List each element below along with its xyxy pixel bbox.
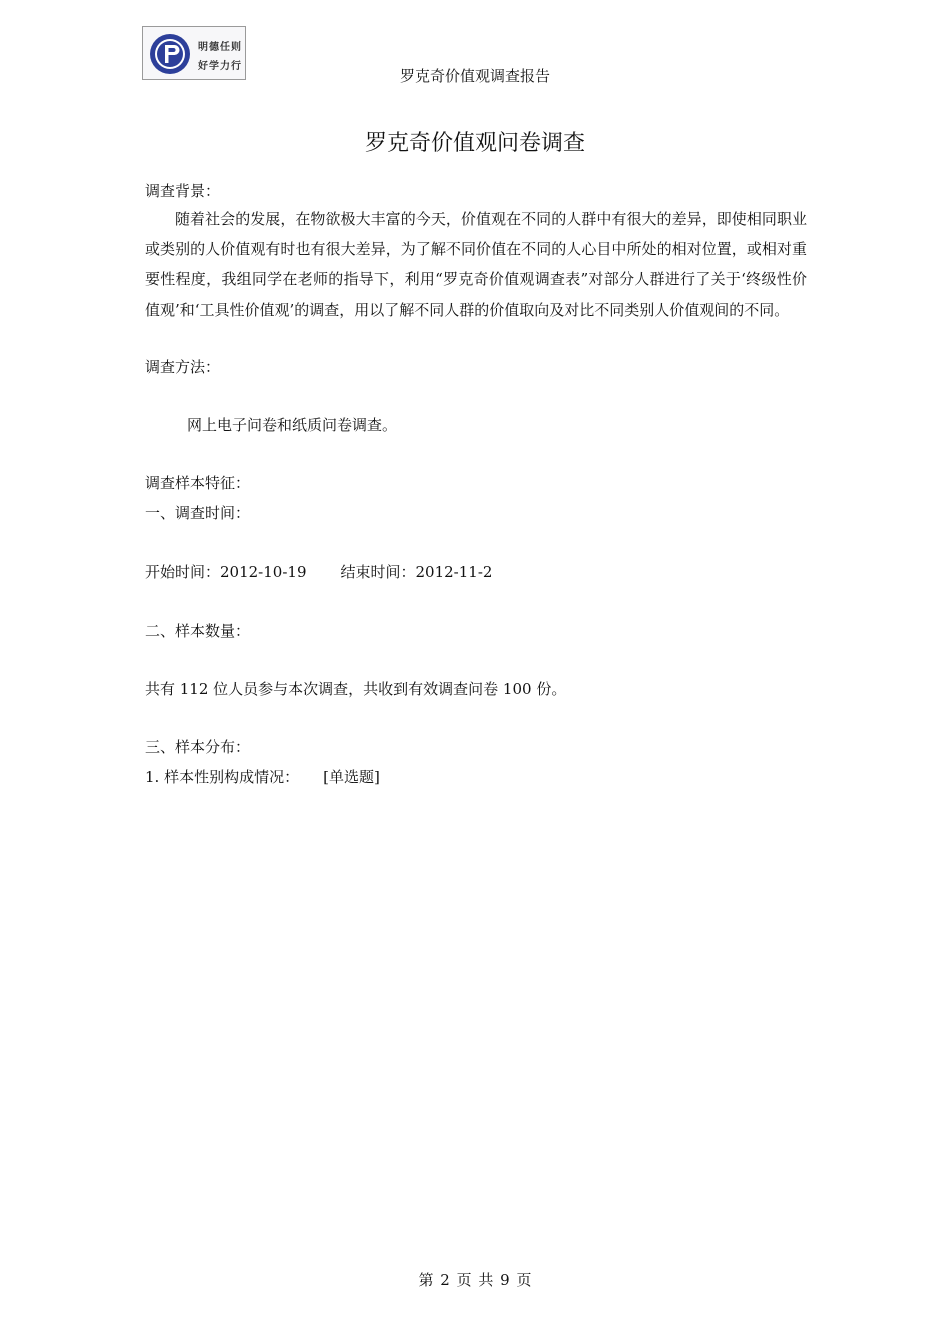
- sample-count-text: 共有 112 位人员参与本次调查，共收到有效调查问卷 100 份。: [145, 680, 567, 698]
- background-heading: 调查背景：: [145, 182, 221, 200]
- question-item-1-type: [单选题]: [323, 768, 380, 786]
- section2-heading: 二、样本数量：: [145, 622, 251, 640]
- sample-heading: 调查样本特征：: [145, 474, 251, 492]
- section3-heading: 三、样本分布：: [145, 738, 251, 756]
- start-time: 开始时间：2012-10-19: [145, 563, 307, 581]
- end-time: 结束时间：2012-11-2: [340, 563, 493, 581]
- running-header: 罗克奇价值观调查报告: [399, 67, 550, 85]
- background-paragraph: 随着社会的发展，在物欲极大丰富的今天，价值观在不同的人群中有很大的差异，即使相同职业或类别的人价值观有时也有很大差异，为了解不同价值在不同的人心目中所处的相对位置，或相对重要性程度，我组同学在老师的指导下，利用“罗克奇价值观调查表”对部分人群进行了关于‘终级性价值观’和‘工具性价值观’的调查，用以了解不同人群的价值取向及对比不同类别人价值观间的不同。: [145, 210, 807, 319]
- question-item-1: [145, 766, 380, 787]
- logo-motto-line2: 好学力行: [198, 61, 242, 72]
- method-text: 网上电子问卷和纸质问卷调查。: [187, 416, 398, 434]
- section1-heading: 一、调查时间：: [145, 504, 251, 522]
- page-footer: 第 2 页 共 9 页: [418, 1271, 532, 1289]
- document-title: 罗克奇价值观问卷调查: [364, 131, 585, 156]
- survey-time-line: [145, 561, 492, 582]
- question-item-1-label: 1. 样本性别构成情况：: [145, 768, 300, 786]
- method-heading: 调查方法：: [145, 358, 221, 376]
- logo-motto-line1: 明德任则: [198, 42, 242, 53]
